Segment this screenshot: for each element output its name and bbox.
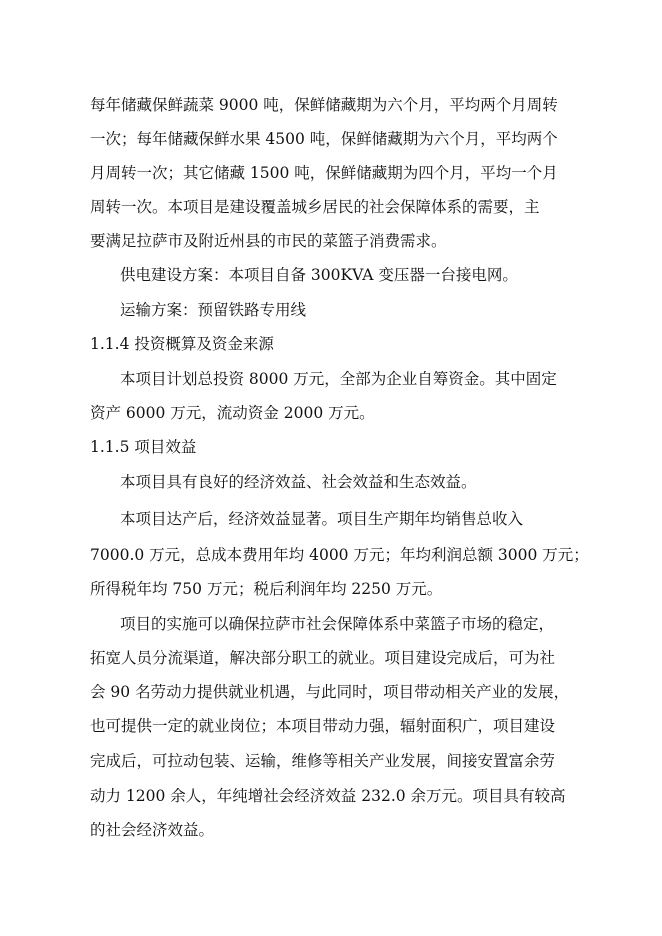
paragraph-line: 动力 1200 余人，年纯增社会经济效益 232.0 余万元。项目具有较高 — [90, 787, 566, 805]
paragraph-line: 每年储藏保鲜蔬菜 9000 吨，保鲜储藏期为六个月，平均两个月周转 — [90, 96, 558, 114]
paragraph-line: 项目的实施可以确保拉萨市社会保障体系中菜篮子市场的稳定， — [120, 615, 555, 633]
paragraph-line: 所得税年均 750 万元；税后利润年均 2250 万元。 — [90, 580, 443, 598]
paragraph-line: 本项目达产后，经济效益显著。项目生产期年均销售总收入 — [120, 510, 524, 528]
paragraph-line: 月周转一次；其它储藏 1500 吨，保鲜储藏期为四个月，平均一个月 — [90, 164, 558, 182]
paragraph-line: 也可提供一定的就业岗位；本项目带动力强，辐射面积广，项目建设 — [90, 717, 556, 735]
paragraph-line: 的社会经济效益。 — [90, 821, 215, 839]
section-heading-investment: 1.1.4 投资概算及资金来源 — [90, 335, 274, 353]
paragraph-line: 要满足拉萨市及附近州县的市民的菜篮子消费需求。 — [90, 232, 447, 250]
paragraph-line: 本项目具有良好的经济效益、社会效益和生态效益。 — [120, 473, 477, 491]
power-supply-plan: 供电建设方案：本项目自备 300KVA 变压器一台接电网。 — [120, 266, 518, 284]
paragraph-line: 本项目计划总投资 8000 万元，全部为企业自筹资金。其中固定 — [120, 370, 557, 388]
transport-plan: 运输方案：预留铁路专用线 — [120, 301, 307, 319]
paragraph-line: 一次；每年储藏保鲜水果 4500 吨，保鲜储藏期为六个月，平均两个 — [90, 130, 558, 148]
paragraph-line: 拓宽人员分流渠道，解决部分职工的就业。项目建设完成后，可为社 — [90, 649, 556, 667]
section-heading-benefits: 1.1.5 项目效益 — [90, 438, 197, 456]
paragraph-line: 周转一次。本项目是建设覆盖城乡居民的社会保障体系的需要，主 — [90, 198, 540, 216]
paragraph-line: 7000.0 万元，总成本费用年均 4000 万元；年均利润总额 3000 万元； — [90, 546, 589, 564]
paragraph-line: 会 90 名劳动力提供就业机遇，与此同时，项目带动相关产业的发展， — [90, 683, 570, 701]
paragraph-line: 完成后，可拉动包装、运输，维修等相关产业发展，间接安置富余劳 — [90, 752, 556, 770]
paragraph-line: 资产 6000 万元，流动资金 2000 万元。 — [90, 404, 375, 422]
